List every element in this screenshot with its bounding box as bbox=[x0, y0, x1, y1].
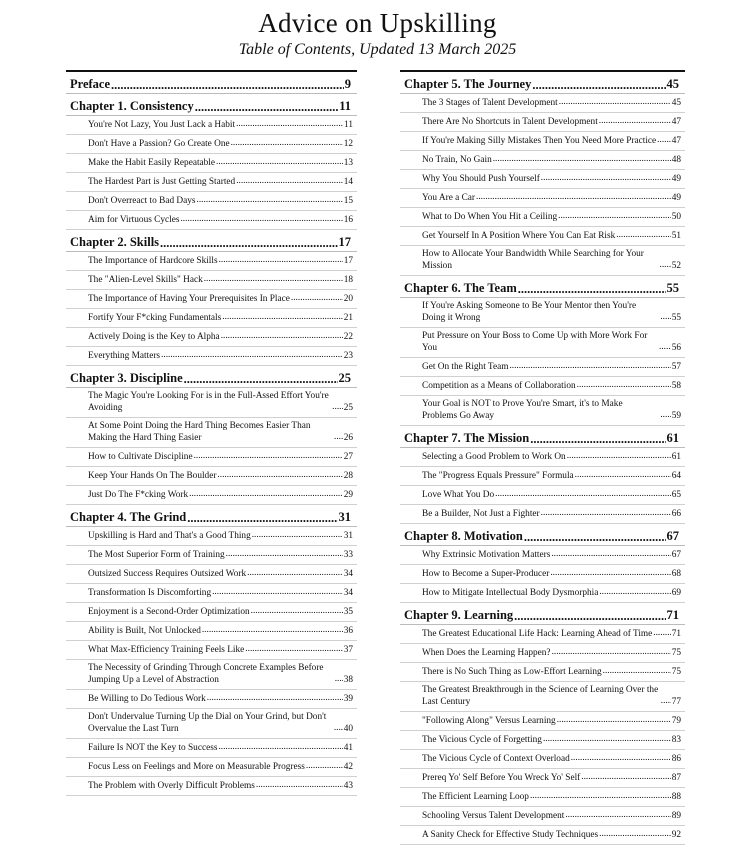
page-number: 55 bbox=[671, 312, 681, 323]
dot-leader bbox=[552, 647, 671, 657]
page-number: 43 bbox=[343, 780, 353, 791]
entry-title: The Magic You're Looking For is in the Full-Assed Effort You're Avoiding bbox=[88, 391, 329, 413]
toc-entry bbox=[66, 709, 357, 739]
page-number: 27 bbox=[343, 451, 353, 462]
entry-title: "Following Along" Versus Learning bbox=[422, 715, 556, 726]
toc-entry bbox=[400, 151, 685, 170]
entry-title: Why You Should Push Yourself bbox=[422, 173, 540, 184]
page-number: 58 bbox=[671, 380, 681, 391]
toc-entry bbox=[400, 94, 685, 113]
page-number: 75 bbox=[671, 647, 681, 658]
dot-leader bbox=[212, 587, 343, 597]
toc-entry bbox=[400, 682, 685, 712]
page-number: 41 bbox=[343, 742, 353, 753]
dot-leader bbox=[256, 780, 343, 790]
page-number: 56 bbox=[671, 342, 681, 353]
entry-title: Failure Is NOT the Key to Success bbox=[88, 742, 218, 753]
document-title: Advice on Upskilling bbox=[258, 8, 497, 38]
entry-title: Transformation Is Discomforting bbox=[88, 587, 212, 598]
dot-leader bbox=[216, 157, 343, 167]
dot-leader bbox=[616, 230, 670, 240]
page-number: 87 bbox=[671, 772, 681, 783]
page-number: 61 bbox=[666, 431, 679, 445]
toc-chapter-heading bbox=[66, 505, 357, 527]
entry-title: Get Yourself In A Position Where You Can Eat Risk bbox=[422, 230, 616, 241]
dot-leader bbox=[558, 211, 671, 221]
toc-entry bbox=[400, 584, 685, 603]
page-number: 68 bbox=[671, 568, 681, 579]
page-number: 18 bbox=[343, 274, 353, 285]
dot-leader bbox=[245, 644, 342, 654]
page-number: 12 bbox=[343, 138, 353, 149]
page-number: 79 bbox=[671, 715, 681, 726]
page-number: 22 bbox=[343, 331, 353, 342]
page-number: 77 bbox=[671, 696, 681, 707]
entry-title: The Vicious Cycle of Forgetting bbox=[422, 734, 542, 745]
dot-leader bbox=[493, 154, 671, 164]
page-number: 34 bbox=[343, 568, 353, 579]
toc-column-left bbox=[66, 72, 357, 796]
toc-entry bbox=[66, 290, 357, 309]
chapter-title: Chapter 5. The Journey bbox=[404, 77, 532, 91]
page-number: 31 bbox=[338, 510, 351, 524]
dot-leader bbox=[514, 611, 665, 621]
entry-title: Enjoyment is a Second-Order Optimization bbox=[88, 606, 250, 617]
toc-entry bbox=[400, 750, 685, 769]
dot-leader bbox=[221, 331, 343, 341]
page-number: 35 bbox=[343, 606, 353, 617]
dot-leader bbox=[180, 214, 342, 224]
dot-leader bbox=[599, 116, 671, 126]
dot-leader bbox=[575, 470, 671, 480]
dot-leader bbox=[524, 532, 666, 542]
toc-entry bbox=[66, 641, 357, 660]
page-number: 88 bbox=[671, 791, 681, 802]
page-number: 64 bbox=[671, 470, 681, 481]
page-number: 92 bbox=[671, 829, 681, 840]
entry-title: Why Extrinsic Motivation Matters bbox=[422, 549, 551, 560]
page-number: 33 bbox=[343, 549, 353, 560]
toc-entry bbox=[400, 358, 685, 377]
entry-title: The Greatest Breakthrough in the Science of Learning Over the Last Century bbox=[422, 685, 659, 707]
entry-title: The Greatest Educational Life Hack: Learning Ahead of Time bbox=[422, 628, 653, 639]
toc-entry bbox=[66, 347, 357, 366]
dot-leader bbox=[660, 312, 670, 322]
dot-leader bbox=[659, 342, 671, 352]
entry-title: The Problem with Overly Difficult Problems bbox=[88, 780, 255, 791]
entry-title: What to Do When You Hit a Ceiling bbox=[422, 211, 558, 222]
entry-title: Get On the Right Team bbox=[422, 361, 509, 372]
page-number: 71 bbox=[671, 628, 681, 639]
entry-title: The Efficient Learning Loop bbox=[422, 791, 529, 802]
page-number: 61 bbox=[671, 451, 681, 462]
entry-title: You Are a Car bbox=[422, 192, 476, 203]
page-number: 75 bbox=[671, 666, 681, 677]
dot-leader bbox=[530, 791, 671, 801]
dot-leader bbox=[571, 753, 671, 763]
toc-entry bbox=[400, 113, 685, 132]
entry-title: Be a Builder, Not Just a Fighter bbox=[422, 508, 540, 519]
entry-title: The Necessity of Grinding Through Concrete Examples Before Jumping Up a Level of Abstraction bbox=[88, 663, 324, 685]
toc-entry bbox=[66, 777, 357, 796]
toc-entry bbox=[66, 116, 357, 135]
entry-title: Schooling Versus Talent Development bbox=[422, 810, 565, 821]
toc-entry bbox=[400, 227, 685, 246]
toc-entry bbox=[66, 271, 357, 290]
dot-leader bbox=[332, 402, 343, 412]
dot-leader bbox=[194, 451, 343, 461]
page-number: 11 bbox=[339, 99, 351, 113]
page-number: 11 bbox=[344, 119, 353, 130]
toc-entry bbox=[400, 298, 685, 328]
toc-chapter-heading bbox=[400, 524, 685, 546]
dot-leader bbox=[334, 723, 343, 733]
page-number: 9 bbox=[344, 77, 351, 91]
entry-title: Prereq Yo' Self Before You Wreck Yo' Self bbox=[422, 772, 581, 783]
chapter-title: Chapter 4. The Grind bbox=[70, 510, 187, 524]
entry-title: How to Mitigate Intellectual Body Dysmorphia bbox=[422, 587, 599, 598]
dot-leader bbox=[236, 176, 343, 186]
toc-entry bbox=[400, 505, 685, 524]
page-number: 86 bbox=[671, 753, 681, 764]
dot-leader bbox=[202, 625, 343, 635]
dot-leader bbox=[581, 772, 670, 782]
dot-leader bbox=[476, 192, 671, 202]
entry-title: When Does the Learning Happen? bbox=[422, 647, 551, 658]
toc-entry bbox=[66, 603, 357, 622]
page-number: 83 bbox=[671, 734, 681, 745]
dot-leader bbox=[335, 674, 343, 684]
dot-leader bbox=[291, 293, 343, 303]
page-number: 37 bbox=[343, 644, 353, 655]
page-number: 25 bbox=[338, 371, 351, 385]
chapter-title: Chapter 7. The Mission bbox=[404, 431, 530, 445]
page-number: 89 bbox=[671, 810, 681, 821]
entry-title: If You're Asking Someone to Be Your Mentor then You're Doing it Wrong bbox=[422, 301, 637, 323]
header bbox=[0, 0, 755, 68]
dot-leader bbox=[222, 312, 342, 322]
dot-leader bbox=[541, 173, 671, 183]
entry-title: The "Alien-Level Skills" Hack bbox=[88, 274, 203, 285]
dot-leader bbox=[530, 434, 665, 444]
dot-leader bbox=[599, 829, 671, 839]
page-number: 66 bbox=[671, 508, 681, 519]
dot-leader bbox=[111, 80, 344, 90]
toc-chapter-heading bbox=[400, 72, 685, 94]
entry-title: There is No Such Thing as Low-Effort Learning bbox=[422, 666, 602, 677]
page-number: 34 bbox=[343, 587, 353, 598]
dot-leader bbox=[184, 374, 338, 384]
entry-title: What Max-Efficiency Training Feels Like bbox=[88, 644, 245, 655]
page-number: 36 bbox=[343, 625, 353, 636]
entry-title: There Are No Shortcuts in Talent Development bbox=[422, 116, 598, 127]
entry-title: Don't Have a Passion? Go Create One bbox=[88, 138, 230, 149]
entry-title: The Most Superior Form of Training bbox=[88, 549, 225, 560]
toc-entry bbox=[66, 758, 357, 777]
page-number: 15 bbox=[343, 195, 353, 206]
page-number: 40 bbox=[343, 723, 353, 734]
toc-entry bbox=[400, 826, 685, 845]
toc-chapter-heading bbox=[400, 426, 685, 448]
toc-entry bbox=[400, 663, 685, 682]
toc-entry bbox=[66, 388, 357, 418]
entry-title: Put Pressure on Your Boss to Come Up with More Work For You bbox=[422, 331, 648, 353]
entry-title: Love What You Do bbox=[422, 489, 495, 500]
page-number: 48 bbox=[671, 154, 681, 165]
toc-entry bbox=[400, 132, 685, 151]
document-subtitle: Table of Contents, Updated 13 March 2025 bbox=[238, 41, 517, 58]
toc-entry bbox=[66, 739, 357, 758]
toc-entry bbox=[66, 135, 357, 154]
dot-leader bbox=[217, 470, 342, 480]
dot-leader bbox=[559, 97, 671, 107]
dot-leader bbox=[660, 260, 671, 270]
dot-leader bbox=[532, 80, 665, 90]
toc-entry bbox=[400, 486, 685, 505]
entry-title: Actively Doing is the Key to Alpha bbox=[88, 331, 220, 342]
toc-entry bbox=[400, 396, 685, 426]
page-number: 21 bbox=[343, 312, 353, 323]
page-number: 16 bbox=[343, 214, 353, 225]
toc-entry bbox=[400, 377, 685, 396]
toc-chapter-heading bbox=[66, 366, 357, 388]
toc-entry bbox=[66, 309, 357, 328]
toc-entry bbox=[66, 448, 357, 467]
entry-title: Ability is Built, Not Unlocked bbox=[88, 625, 201, 636]
toc-chapter-heading bbox=[66, 72, 357, 94]
entry-title: Your Goal is NOT to Prove You're Smart, it's to Make Problems Go Away bbox=[422, 399, 623, 421]
entry-title: The Importance of Hardcore Skills bbox=[88, 255, 218, 266]
dot-leader bbox=[195, 102, 338, 112]
toc-column-right bbox=[400, 72, 685, 845]
entry-title: You're Not Lazy, You Just Lack a Habit bbox=[88, 119, 236, 130]
dot-leader bbox=[161, 350, 343, 360]
page-number: 45 bbox=[671, 97, 681, 108]
toc-entry bbox=[66, 418, 357, 448]
toc-entry bbox=[400, 328, 685, 358]
dot-leader bbox=[197, 195, 343, 205]
toc-entry bbox=[400, 467, 685, 486]
page-number: 50 bbox=[671, 211, 681, 222]
toc-entry bbox=[66, 660, 357, 690]
entry-title: The Importance of Having Your Prerequisites In Place bbox=[88, 293, 290, 304]
toc-entry bbox=[66, 328, 357, 347]
chapter-title: Chapter 9. Learning bbox=[404, 608, 514, 622]
page-number: 13 bbox=[343, 157, 353, 168]
toc-entry bbox=[66, 565, 357, 584]
page-number: 55 bbox=[666, 281, 679, 295]
toc-chapter-heading bbox=[400, 276, 685, 298]
dot-leader bbox=[189, 489, 343, 499]
toc-entry bbox=[400, 565, 685, 584]
entry-title: Selecting a Good Problem to Work On bbox=[422, 451, 566, 462]
toc-entry bbox=[400, 546, 685, 565]
page-number: 23 bbox=[343, 350, 353, 361]
entry-title: How to Cultivate Discipline bbox=[88, 451, 193, 462]
page-number: 49 bbox=[671, 192, 681, 203]
toc-entry bbox=[400, 170, 685, 189]
page-number: 38 bbox=[343, 674, 353, 685]
dot-leader bbox=[236, 119, 343, 129]
toc-entry bbox=[66, 584, 357, 603]
toc-entry bbox=[66, 622, 357, 641]
entry-title: No Train, No Gain bbox=[422, 154, 492, 165]
entry-title: At Some Point Doing the Hard Thing Becomes Easier Than Making the Hard Thing Easier bbox=[88, 421, 311, 443]
toc-entry bbox=[66, 154, 357, 173]
toc-entry bbox=[66, 192, 357, 211]
dot-leader bbox=[541, 508, 671, 518]
page-number: 17 bbox=[338, 235, 351, 249]
entry-title: How to Become a Super-Producer bbox=[422, 568, 550, 579]
dot-leader bbox=[495, 489, 671, 499]
page-number: 25 bbox=[343, 402, 353, 413]
dot-leader bbox=[226, 549, 343, 559]
page-number: 65 bbox=[671, 489, 681, 500]
toc-entry bbox=[400, 807, 685, 826]
page-number: 47 bbox=[671, 135, 681, 146]
chapter-title: Chapter 3. Discipline bbox=[70, 371, 183, 385]
page-number: 47 bbox=[671, 116, 681, 127]
entry-title: Fortify Your F*cking Fundamentals bbox=[88, 312, 222, 323]
entry-title: Just Do The F*cking Work bbox=[88, 489, 189, 500]
chapter-title: Chapter 2. Skills bbox=[70, 235, 160, 249]
page-number: 45 bbox=[666, 77, 679, 91]
toc-entry bbox=[400, 644, 685, 663]
dot-leader bbox=[187, 513, 337, 523]
toc-chapter-heading bbox=[66, 94, 357, 116]
entry-title: Competition as a Means of Collaboration bbox=[422, 380, 576, 391]
entry-title: If You're Making Silly Mistakes Then You Need More Practice bbox=[422, 135, 657, 146]
page-number: 52 bbox=[671, 260, 681, 271]
toc-entry bbox=[66, 211, 357, 230]
toc-entry bbox=[400, 246, 685, 276]
dot-leader bbox=[218, 742, 342, 752]
toc-entry bbox=[66, 486, 357, 505]
entry-title: Don't Undervalue Turning Up the Dial on Your Grind, but Don't Overvalue the Last Turn bbox=[88, 712, 327, 734]
dot-leader bbox=[577, 380, 671, 390]
toc-entry bbox=[66, 546, 357, 565]
toc-entry bbox=[400, 448, 685, 467]
page-number: 20 bbox=[343, 293, 353, 304]
toc-entry bbox=[400, 712, 685, 731]
toc-entry bbox=[400, 208, 685, 227]
page-number: 42 bbox=[343, 761, 353, 772]
page-number: 49 bbox=[671, 173, 681, 184]
dot-leader bbox=[251, 606, 343, 616]
chapter-title: Chapter 8. Motivation bbox=[404, 529, 523, 543]
dot-leader bbox=[247, 568, 343, 578]
toc-entry bbox=[400, 788, 685, 807]
entry-title: The "Progress Equals Pressure" Formula bbox=[422, 470, 574, 481]
page-number: 57 bbox=[671, 361, 681, 372]
dot-leader bbox=[550, 568, 670, 578]
entry-title: The Vicious Cycle of Context Overload bbox=[422, 753, 570, 764]
dot-leader bbox=[509, 361, 670, 371]
dot-leader bbox=[231, 138, 343, 148]
dot-leader bbox=[565, 810, 670, 820]
toc-entry bbox=[66, 467, 357, 486]
page-number: 14 bbox=[343, 176, 353, 187]
page-number: 39 bbox=[343, 693, 353, 704]
entry-title: Make the Habit Easily Repeatable bbox=[88, 157, 216, 168]
page-number: 17 bbox=[343, 255, 353, 266]
toc-entry bbox=[400, 769, 685, 788]
dot-leader bbox=[657, 135, 671, 145]
toc-entry bbox=[400, 731, 685, 750]
page-number: 26 bbox=[343, 432, 353, 443]
dot-leader bbox=[160, 238, 337, 248]
toc-entry bbox=[400, 189, 685, 208]
dot-leader bbox=[207, 693, 343, 703]
dot-leader bbox=[599, 587, 670, 597]
page-number: 59 bbox=[671, 410, 681, 421]
entry-title: Aim for Virtuous Cycles bbox=[88, 214, 180, 225]
page-number: 67 bbox=[666, 529, 679, 543]
toc-entry bbox=[66, 173, 357, 192]
dot-leader bbox=[661, 696, 671, 706]
entry-title: A Sanity Check for Effective Study Techniques bbox=[422, 829, 599, 840]
entry-title: Keep Your Hands On The Boulder bbox=[88, 470, 217, 481]
page-number: 69 bbox=[671, 587, 681, 598]
dot-leader bbox=[334, 432, 343, 442]
toc-chapter-heading bbox=[66, 230, 357, 252]
dot-leader bbox=[306, 761, 343, 771]
dot-leader bbox=[252, 530, 343, 540]
dot-leader bbox=[557, 715, 671, 725]
dot-leader bbox=[204, 274, 343, 284]
entry-title: The Hardest Part is Just Getting Started bbox=[88, 176, 236, 187]
entry-title: Outsized Success Requires Outsized Work bbox=[88, 568, 247, 579]
entry-title: The 3 Stages of Talent Development bbox=[422, 97, 558, 108]
dot-leader bbox=[543, 734, 671, 744]
entry-title: How to Allocate Your Bandwidth While Searching for Your Mission bbox=[422, 249, 644, 271]
chapter-title: Chapter 1. Consistency bbox=[70, 99, 194, 113]
toc-entry bbox=[400, 625, 685, 644]
entry-title: Be Willing to Do Tedious Work bbox=[88, 693, 206, 704]
page-number: 28 bbox=[343, 470, 353, 481]
dot-leader bbox=[603, 666, 671, 676]
dot-leader bbox=[653, 628, 670, 638]
dot-leader bbox=[660, 410, 670, 420]
toc-entry bbox=[66, 252, 357, 271]
toc-chapter-heading bbox=[400, 603, 685, 625]
entry-title: Focus Less on Feelings and More on Measurable Progress bbox=[88, 761, 305, 772]
chapter-title: Chapter 6. The Team bbox=[404, 281, 517, 295]
dot-leader bbox=[518, 284, 666, 294]
page-number: 71 bbox=[666, 608, 679, 622]
dot-leader bbox=[567, 451, 671, 461]
dot-leader bbox=[551, 549, 670, 559]
toc-entry bbox=[66, 527, 357, 546]
page-number: 67 bbox=[671, 549, 681, 560]
entry-title: Don't Overreact to Bad Days bbox=[88, 195, 196, 206]
page-number: 29 bbox=[343, 489, 353, 500]
page-number: 51 bbox=[671, 230, 681, 241]
page-number: 31 bbox=[343, 530, 353, 541]
chapter-title: Preface bbox=[70, 77, 111, 91]
dot-leader bbox=[219, 255, 343, 265]
entry-title: Everything Matters bbox=[88, 350, 161, 361]
entry-title: Upskilling is Hard and That's a Good Thing bbox=[88, 530, 251, 541]
